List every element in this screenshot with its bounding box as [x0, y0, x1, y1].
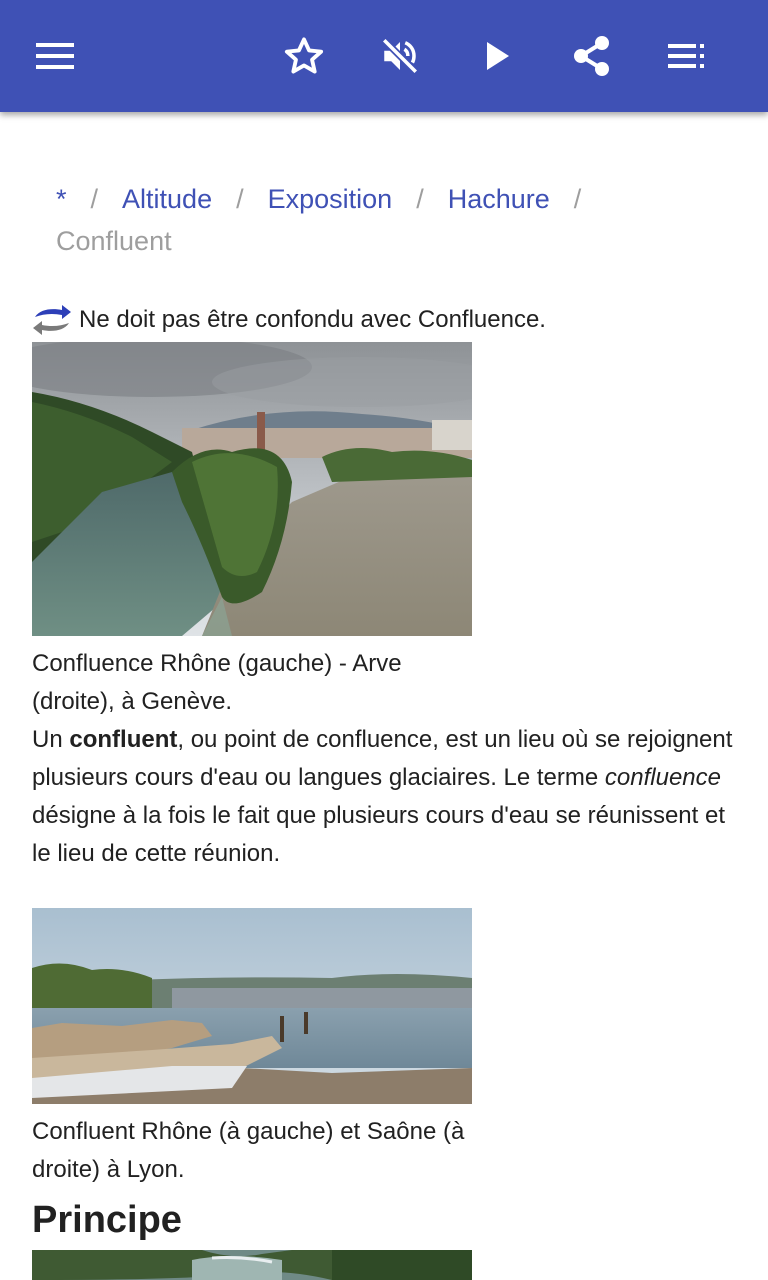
play-button[interactable]: [470, 28, 526, 84]
lyon-confluence-photo[interactable]: [32, 908, 472, 1104]
lyon-photo-caption: Confluent Rhône (à gauche) et Saône (à droite) à Lyon.: [32, 1118, 465, 1183]
breadcrumb-link-exposition[interactable]: Exposition: [267, 184, 393, 214]
disambiguation-text: Ne doit pas être confondu avec Confluence.: [79, 306, 546, 333]
breadcrumb: [56, 178, 736, 262]
geneva-photo-caption: Confluence Rhône (gauche) - Arve (droite), à Genève.: [32, 650, 402, 715]
principe-photo[interactable]: [32, 1250, 472, 1280]
breadcrumb-separator: /: [573, 184, 582, 214]
intro-italic-term: confluence: [604, 764, 721, 791]
intro-bold-term: confluent: [69, 726, 178, 753]
breadcrumb-current: Confluent: [56, 226, 172, 256]
app-bar: [0, 0, 768, 112]
disambiguation-note: [32, 298, 546, 342]
breadcrumb-separator: /: [90, 184, 99, 214]
contents-button[interactable]: [660, 28, 716, 84]
intro-paragraph: [32, 721, 744, 873]
geneva-confluence-photo[interactable]: [32, 342, 472, 636]
favorite-button[interactable]: [276, 28, 332, 84]
geneva-confluence-image: [32, 342, 472, 636]
breadcrumb-link-hachure[interactable]: Hachure: [447, 184, 550, 214]
intro-text-1: Un: [32, 726, 70, 753]
share-button[interactable]: [564, 28, 620, 84]
principe-image: [32, 1250, 472, 1280]
mute-button[interactable]: [372, 28, 428, 84]
play-icon: [483, 40, 513, 72]
intro-text-3: désigne à la fois le fait que plusieurs cours d'eau se réunissent et le lieu de cette réunion.: [32, 802, 725, 867]
lyon-confluence-image: [32, 908, 472, 1104]
disambiguation-icon: [32, 304, 72, 336]
intro-text-2: , ou point de confluence, est un lieu où se rejoignent plusieurs cours d'eau ou langues glaciaires. Le terme: [32, 726, 733, 791]
breadcrumb-link-altitude[interactable]: Altitude: [122, 184, 213, 214]
menu-icon: [36, 42, 76, 70]
breadcrumb-separator: /: [236, 184, 244, 214]
volume-off-icon: [379, 35, 421, 77]
section-heading-principe: Principe: [32, 1199, 182, 1241]
star-outline-icon: [283, 35, 325, 77]
list-icon: [668, 43, 708, 69]
menu-button[interactable]: [28, 28, 84, 84]
share-icon: [572, 35, 612, 77]
breadcrumb-link-root[interactable]: *: [56, 184, 67, 214]
breadcrumb-separator: /: [416, 184, 424, 214]
